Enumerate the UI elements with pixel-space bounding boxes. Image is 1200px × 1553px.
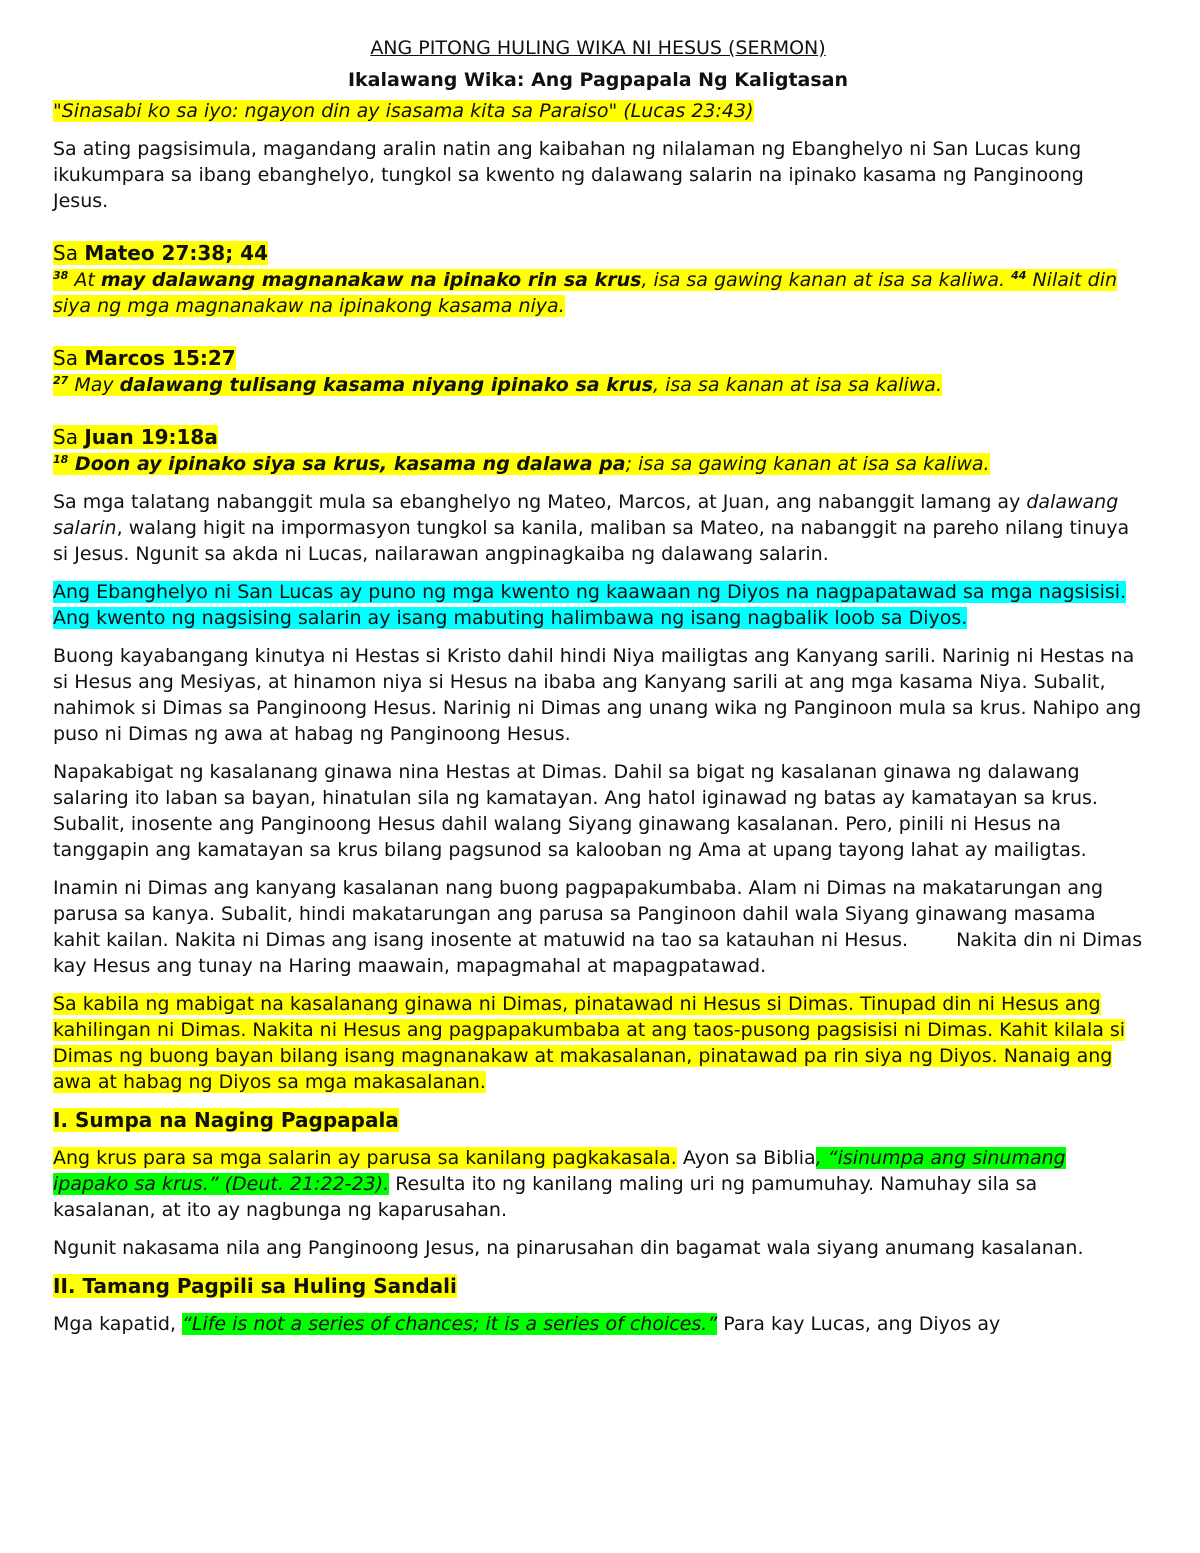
para6-text: Sa kabila ng mabigat na kasalanang ginawa ni Dimas, pinatawad ni Hesus si Dimas. Tinupad din ni Hesus ang kahilingan ni Dimas. Nakita ni Hesus ang pagpapakumbaba at ang taos-pusong pagsisisi ni Dimas. Kahit kilala si Dimas ng buong bayan bilang isang magnanakaw at makasalanan, pinatawad pa rin siya ng Diyos. Nanaig ang awa at habag ng Diyos sa mga makasalanan.: [53, 993, 1126, 1093]
section2-p1-b: Para kay Lucas, ang Diyos ay: [717, 1313, 1001, 1335]
section1-heading-text: I. Sumpa na Naging Pagpapala: [53, 1108, 399, 1132]
juan-prefix: Sa: [53, 425, 85, 449]
marcos-v-num: 27: [53, 374, 69, 387]
section1-heading: [53, 1107, 1143, 1133]
section2-p1-quote: “Life is not a series of chances; it is a series of choices.”: [182, 1313, 718, 1335]
marcos-v-rest: , isa sa kanan at isa sa kaliwa.: [653, 374, 942, 396]
paragraph-hestas: Buong kayabangang kinutya ni Hestas si Kristo dahil hindi Niya mailigtas ang Kanyang sarili. Narinig ni Hestas na si Hesus ang Mesiyas, at hinamon niya si Hesus na ibaba ang Kanyang sarili at ang mga kasama Niya. Subalit, nahimok si Dimas sa Panginoong Hesus. Narinig ni Dimas ang unang wika ng Panginoon mula sa krus. Nahipo ang puso ni Dimas ng awa at habag ng Panginoong Hesus.: [53, 645, 1142, 745]
document-title: ANG PITONG HULING WIKA NI HESUS (SERMON): [370, 37, 826, 59]
section1-p1-c: , “isinumpa ang sinumang ipapako sa krus.” (Deut. 21:22-23).: [53, 1147, 1066, 1195]
juan-verse: [53, 451, 1143, 477]
section2-p1-a: Mga kapatid,: [53, 1313, 183, 1335]
paragraph-comparison: [53, 489, 1143, 567]
marcos-prefix: Sa: [53, 346, 85, 370]
document-subtitle: Ikalawang Wika: Ang Pagpapala Ng Kaligtasan: [347, 69, 849, 91]
section2-heading-text: II. Tamang Pagpili sa Huling Sandali: [53, 1274, 457, 1298]
verse-quote-text: "Sinasabi ko sa iyo: ngayon din ay isasama kita sa Paraiso" (Lucas 23:43): [53, 100, 754, 122]
mateo-v1-num: 38: [53, 269, 69, 282]
verse-quote: [53, 98, 1143, 124]
section1-p1-a: Ang krus para sa mga salarin ay parusa sa kanilang pagkakasala.: [53, 1147, 677, 1169]
mateo-ref: Mateo 27:38; 44: [84, 241, 268, 265]
document-page: [53, 36, 1143, 1337]
para5-b: Nakita din ni Dimas kay Hesus ang tunay na Haring maawain, mapagmahal at mapagpatawad.: [53, 929, 1143, 977]
para1-a: Sa mga talatang nabanggit mula sa ebanghelyo ng Mateo, Marcos, at Juan, ang nabanggit lamang ay: [53, 491, 1027, 513]
marcos-v-bold: dalawang tulisang kasama niyang ipinako sa krus: [119, 374, 654, 396]
section1-paragraph1: [53, 1145, 1143, 1223]
marcos-verse: [53, 372, 1143, 398]
juan-v-bold: Doon ay ipinako siya sa krus, kasama ng dalawa pa: [68, 453, 626, 475]
section1-p1-b: Ayon sa Biblia: [676, 1147, 816, 1169]
paragraph-dimas: [53, 875, 1143, 979]
juan-v-num: 18: [53, 453, 69, 466]
intro-paragraph: Sa ating pagsisimula, magandang aralin natin ang kaibahan ng nilalaman ng Ebanghelyo ni San Lucas kung ikukumpara sa ibang ebanghelyo, tungkol sa kwento ng dalawang salarin na ipinako kasama ng Panginoong Jesus.: [53, 138, 1084, 212]
section2-heading: [53, 1273, 1143, 1299]
marcos-reference: [53, 345, 1143, 372]
juan-ref: Juan 19:18a: [84, 425, 218, 449]
mateo-v1-rest: , isa sa gawing kanan at isa sa kaliwa.: [641, 269, 1012, 291]
section1-paragraph2: Ngunit nakasama nila ang Panginoong Jesus, na pinarusahan din bagamat wala siyang anumang kasalanan.: [53, 1237, 1084, 1259]
mateo-reference: [53, 240, 1143, 267]
mateo-verse: [53, 267, 1143, 319]
juan-v-rest: ; isa sa gawing kanan at isa sa kaliwa.: [625, 453, 990, 475]
juan-reference: [53, 424, 1143, 451]
section2-paragraph1: [53, 1311, 1143, 1337]
mateo-v1-pre: At: [68, 269, 101, 291]
paragraph-forgiveness: [53, 991, 1143, 1095]
para2-text: Ang Ebanghelyo ni San Lucas ay puno ng mga kwento ng kaawaan ng Diyos na nagpapatawad sa mga nagsisisi. Ang kwento ng nagsising salarin ay isang mabuting halimbawa ng isang nagbalik loob sa Diyos.: [53, 581, 1127, 629]
para1-italic: dalawang salarin: [53, 491, 1119, 539]
paragraph-sin: Napakabigat ng kasalanang ginawa nina Hestas at Dimas. Dahil sa bigat ng kasalanan ginawa ng dalawang salaring ito laban sa bayan, hinatulan sila ng kamatayan. Ang hatol iginawad ng batas ay kamatayan sa krus. Subalit, inosente ang Panginoong Hesus dahil walang Siyang ginawang kasalanan. Pero, pinili ni Hesus na tanggapin ang kamatayan sa krus bilang pagsunod sa kalooban ng Ama at upang tayong lahat ay mailigtas.: [53, 761, 1098, 861]
paragraph-lucas-gospel: [53, 579, 1143, 631]
mateo-v2-text: Nilait din siya ng mga magnanakaw na ipinakong kasama niya.: [53, 269, 1118, 317]
section1-p1-d: Resulta ito ng kanilang maling uri ng pamumuhay. Namuhay sila sa kasalanan, at ito ay nagbunga ng kaparusahan.: [53, 1173, 1038, 1221]
marcos-ref: Marcos 15:27: [84, 346, 236, 370]
mateo-v2-num: 44: [1011, 269, 1027, 282]
mateo-v1-bold: may dalawang magnanakaw na ipinako rin sa krus: [100, 269, 642, 291]
marcos-v-pre: May: [68, 374, 120, 396]
mateo-prefix: Sa: [53, 241, 85, 265]
para5-a: Inamin ni Dimas ang kanyang kasalanan nang buong pagpapakumbaba. Alam ni Dimas na makatarungan ang parusa sa kanya. Subalit, hindi makatarungan ang parusa sa Panginoon dahil wala Siyang ginawang masama kahit kailan. Nakita ni Dimas ang isang inosente at matuwid na tao sa katauhan ni Hesus.: [53, 877, 1104, 951]
para1-b: , walang higit na impormasyon tungkol sa kanila, maliban sa Mateo, na nabanggit na pareho nilang tinuya si Jesus. Ngunit sa akda ni Lucas, nailarawan angpinagkaiba ng dalawang salarin.: [53, 517, 1130, 565]
